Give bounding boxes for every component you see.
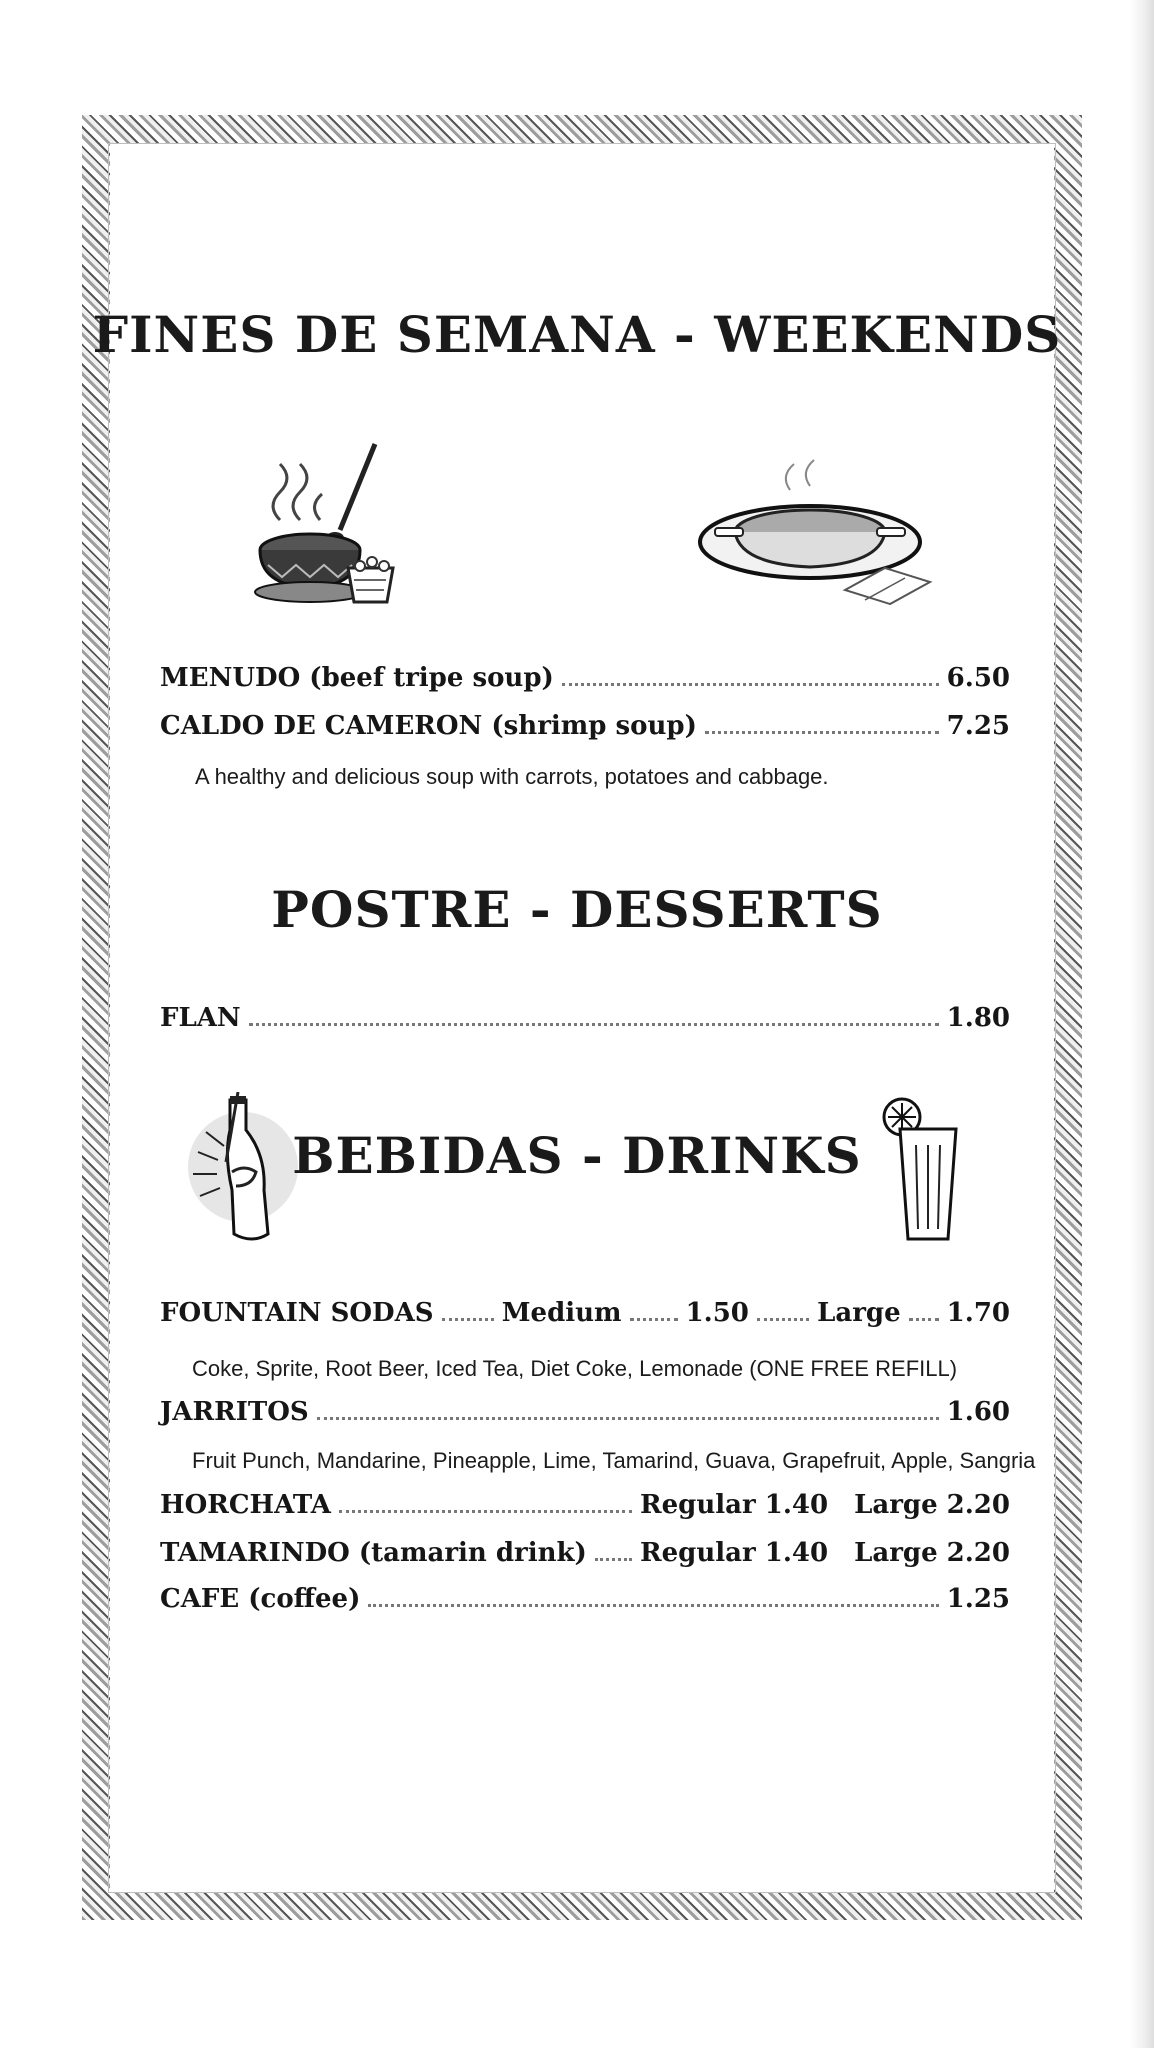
item-name: TAMARINDO (tamarin drink) xyxy=(160,1538,587,1568)
drinks-heading: BEBIDAS - DRINKS xyxy=(292,1126,862,1185)
regular-price: Regular 1.40 xyxy=(640,1490,829,1520)
item-name: MENUDO (beef tripe soup) xyxy=(160,663,554,693)
soup-bowl-icon xyxy=(695,450,945,620)
item-price: 7.25 xyxy=(946,711,1010,741)
item-price: 1.80 xyxy=(946,1003,1010,1033)
leader-dots xyxy=(339,1510,632,1513)
leader-dots xyxy=(368,1604,938,1607)
leader-dots xyxy=(757,1318,809,1321)
item-name: JARRITOS xyxy=(160,1397,309,1427)
item-price: 1.25 xyxy=(946,1584,1010,1614)
item-price: 6.50 xyxy=(946,663,1010,693)
item-name: CALDO DE CAMERON (shrimp soup) xyxy=(160,711,697,741)
menu-item-jarritos xyxy=(160,1397,1010,1427)
item-name: HORCHATA xyxy=(160,1490,331,1520)
menu-item-fountain-sodas xyxy=(160,1298,1010,1328)
leader-dots xyxy=(317,1417,939,1420)
menu-item-cafe xyxy=(160,1584,1010,1614)
leader-dots xyxy=(630,1318,678,1321)
drink-glass-icon xyxy=(880,1095,960,1245)
item-price: 1.60 xyxy=(946,1397,1010,1427)
item-name: CAFE (coffee) xyxy=(160,1584,361,1614)
medium-price: 1.50 xyxy=(685,1298,749,1328)
large-label: Large xyxy=(817,1298,901,1328)
soup-description: A healthy and delicious soup with carrots, potatoes and cabbage. xyxy=(195,764,829,789)
item-name: FLAN xyxy=(160,1003,241,1033)
weekends-heading: FINES DE SEMANA - WEEKENDS xyxy=(92,305,1062,364)
menu-item-horchata xyxy=(160,1490,1010,1520)
menu-item-caldo-de-cameron xyxy=(160,711,1010,741)
leader-dots xyxy=(249,1023,939,1026)
regular-price: Regular 1.40 xyxy=(640,1538,829,1568)
leader-dots xyxy=(562,683,939,686)
large-price: Large 2.20 xyxy=(854,1538,1010,1568)
desserts-heading: POSTRE - DESSERTS xyxy=(271,880,883,939)
menu-item-menudo xyxy=(160,663,1010,693)
menudo-pot-icon xyxy=(240,440,410,615)
item-name: FOUNTAIN SODAS xyxy=(160,1298,434,1328)
large-price: Large 2.20 xyxy=(854,1490,1010,1520)
leader-dots xyxy=(705,731,939,734)
menu-item-tamarindo xyxy=(160,1538,1010,1568)
large-price: 1.70 xyxy=(946,1298,1010,1328)
leader-dots xyxy=(909,1318,939,1321)
leader-dots xyxy=(595,1558,632,1561)
menu-item-flan xyxy=(160,1003,1010,1033)
leader-dots xyxy=(442,1318,494,1321)
jarritos-description: Fruit Punch, Mandarine, Pineapple, Lime, Tamarind, Guava, Grapefruit, Apple, Sangria xyxy=(192,1448,1036,1473)
medium-label: Medium xyxy=(501,1298,622,1328)
fountain-sodas-description: Coke, Sprite, Root Beer, Iced Tea, Diet Coke, Lemonade (ONE FREE REFILL) xyxy=(192,1356,958,1381)
